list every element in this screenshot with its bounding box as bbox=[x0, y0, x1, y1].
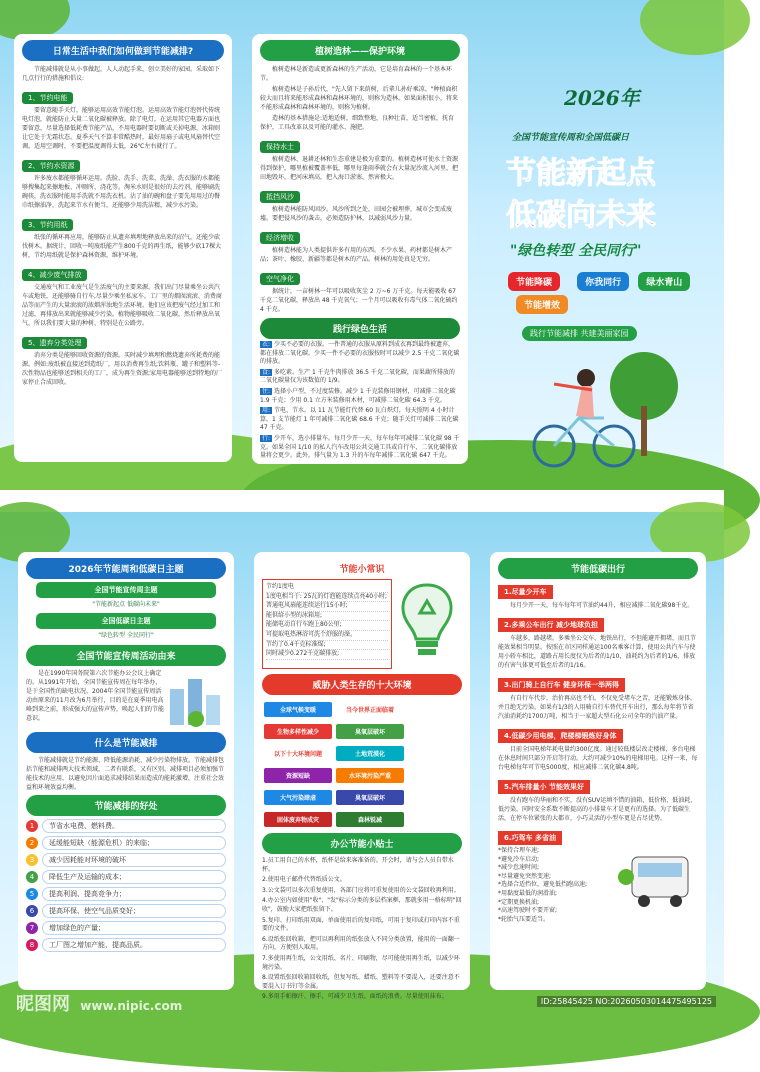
bus-illustration bbox=[618, 847, 698, 917]
benefit-item bbox=[26, 904, 226, 918]
watermark-url: www.nipic.com bbox=[80, 999, 183, 1013]
benefit-item bbox=[26, 853, 226, 867]
cyclist-illustration bbox=[514, 346, 684, 476]
intro-text: 植树造林是新造或更新森林的生产活动，它是培育森林的一个基本环节。 bbox=[260, 66, 453, 82]
week-theme: "节能新起点 低碳向未来" bbox=[92, 601, 160, 608]
benefit-heading: 经济增收 bbox=[260, 232, 300, 244]
office-tip: 1.员工用自己的水杯，纸杯是给来客准备的。开会时，请与会人员自带水杯。 bbox=[262, 857, 454, 873]
green-life-key: 食: bbox=[262, 368, 271, 376]
threats-title: 威胁人类生存的十大环境 bbox=[262, 674, 462, 695]
threat-tag: 大气污染肆虐 bbox=[264, 790, 332, 805]
panel-knowledge bbox=[254, 552, 470, 1001]
cover-motto: 践行节能减排 共建美丽家园 bbox=[522, 326, 637, 341]
origin-block bbox=[26, 669, 226, 729]
cover-title-2: 低碳向未来 bbox=[506, 198, 656, 233]
green-life-item bbox=[260, 341, 460, 367]
benefit-item bbox=[26, 870, 226, 884]
cover-pill: 节能增效 bbox=[516, 295, 568, 314]
drive-block bbox=[498, 847, 698, 924]
green-life-item bbox=[260, 407, 460, 433]
drive-title: 6.巧驾车 多省油 bbox=[498, 831, 562, 845]
tip-line: 节约1度电 bbox=[266, 583, 388, 593]
green-life-item bbox=[260, 388, 460, 405]
tip-line: 可提取电热淋浴可洗个舒服的澡。 bbox=[266, 631, 388, 641]
benefit-number: 3 bbox=[26, 854, 38, 866]
paragraph: 植树造林是子孙后代，"先人留下来荫树，后辈儿孙好乘凉。"种植面积较大而且将来能形成森林和森林环境的，则称为造林。如果面积很小，将来不能形成森林和森林环境的，则称为植树。 bbox=[260, 86, 459, 111]
benefit-item bbox=[26, 921, 226, 935]
benefit-text: 降低生产及运输的成本； bbox=[42, 870, 226, 884]
leaf-decoration bbox=[640, 0, 750, 55]
green-life-text: 少买不必要的衣服。一件普通的衣服从原料到成衣再到最终被遗弃，都在排放二氧化碳。少买一件不必要的衣服按时可以减少 2.5 千克二氧化碳的排放。 bbox=[260, 341, 460, 366]
green-life-key: 行: bbox=[262, 434, 271, 442]
tip-text: 许多废水都能够循环运用。洗脸、洗手、洗菜、洗澡、洗衣服的水都能够搜集起来擦地板、冲厕所、浇花等。淘米水则是很好的去污剂，能够刷洗碗筷，洗衣服时能用手洗就不用洗衣机。沾了油的碗和盘子要先用用过的餐巾纸擦油净，洗起来节水有便当，还能够少用洗洁精，减少水污染。 bbox=[22, 175, 221, 209]
what-text: 节能减排就是节约能源、降低能源消耗、减少污染物排放。节能减排包括节能和减排两大技术领域，二者有联系，又有区别。减排项目必须加强节能技术的应用，以避免因片面追求减排结果而造成的能耗激增，注重社会效益和环境效益均衡。 bbox=[26, 757, 225, 792]
tips-title: 节能小常识 bbox=[339, 565, 385, 575]
green-life-title: 践行绿色生活 bbox=[260, 318, 460, 339]
green-life-text: 多吃素。生产 1 千克牛肉排放 36.5 千克二氧化碳，而果蔬所排放的二氧化碳量仅为该数值的 1/9。 bbox=[260, 368, 455, 385]
panel-energy-saving-tips bbox=[14, 34, 232, 462]
drive-list bbox=[498, 847, 618, 924]
drive-tip: *轮胎气压要适当。 bbox=[498, 915, 550, 923]
benefit-heading: 空气净化 bbox=[260, 273, 300, 285]
green-life-key: 住: bbox=[262, 387, 271, 395]
paragraph: 造林的基本措施是:适地适树，细致整地，良种壮苗，适当密植，抚育保护，工具改革以及可能的灌水、施肥。 bbox=[260, 115, 455, 131]
origin-text: 是在1990年国务院第六次节能办公会议上确定的。从1991年开始，全国节能宣传周在每年举办，是于全国性的缺电状况，2004年全国节能宣传周活动由原来的11月改为6月举行，目的是在夏季用电高峰到来之前，形成强大的宣传声势，唤起人们的节能意识。 bbox=[26, 670, 165, 723]
drive-tip: *保持合理车速; bbox=[498, 847, 540, 854]
week-theme-label: 全国节能宣传周主题 bbox=[36, 582, 216, 598]
office-tip: 8.设置纸张回收箱回收纸，但复写纸、蜡纸、塑料等不要混入，还要注意不要混入订书钉等金属。 bbox=[262, 974, 460, 990]
travel-text: 有自行车代步，治价再高也不怕。不仅免受堵车之苦，还能锻炼身体，并且绝无污染。如果有1/3的人用骑自行车替代开车出行，那么每年将节省汽油消耗约1700万吨，相当于一家超大型石化公司全年的汽油产量。 bbox=[498, 695, 697, 720]
threat-tag: 资源短缺 bbox=[264, 768, 332, 783]
threat-tag: 全球气候变暖 bbox=[264, 702, 332, 717]
travel-heading: 4.低碳少用电梯，爬楼梯锻炼好身体 bbox=[498, 729, 623, 743]
benefit-text: 植树造林能为人类提供许多有用的东西。不少水果、药材都是树木产品；茶叶、橡胶、新疆等都是树木的产品。树林的用处真是无穷。 bbox=[260, 247, 453, 263]
travel-heading: 3.出门骑上自行车 健身环保一举两得 bbox=[498, 678, 625, 692]
benefit-number: 2 bbox=[26, 837, 38, 849]
section-title: 节能低碳出行 bbox=[498, 558, 698, 579]
sheet-gap bbox=[0, 490, 724, 512]
recycle-bulb-icon bbox=[392, 579, 462, 669]
brochure-front-sheet bbox=[0, 0, 724, 490]
benefit-heading: 抵挡风沙 bbox=[260, 191, 300, 203]
benefit-text: 植树造林能防风固沙。风沙所到之处，田园会被埋葬，城市会变成废墟。要把侵风沙的袭击，必须造防护林，以减弱风沙力量。 bbox=[260, 206, 453, 222]
day-theme-label: 全国低碳日主题 bbox=[36, 613, 216, 629]
tip-heading: 5、遗弃分类处理 bbox=[22, 337, 87, 349]
green-life-text: 节电、节水。以 11 瓦节能灯代替 60 瓦白炽灯，每天照明 4 小时计算，1 支节能灯 1 年可减排二氧化碳 68.6 千克；随手关灯可减排二氧化碳 47 千克。 bbox=[260, 407, 459, 432]
threat-tag: 固体废弃物成灾 bbox=[264, 812, 332, 827]
drive-tip: *避免冷车启动; bbox=[498, 855, 540, 863]
drive-tip: *定期更换机油; bbox=[498, 898, 540, 906]
travel-text: 每月少开一天，每车每年可节油约44升，相应减排二氧化碳98千克。 bbox=[510, 602, 694, 609]
section-title: 日常生活中我们如何做到节能减排? bbox=[22, 40, 224, 61]
intro-text: 节能减排就是从小事做起，人人动起手来，创立美好的家园。采取如下几点行行的措施和倡议: bbox=[22, 66, 221, 82]
travel-list bbox=[498, 579, 698, 823]
tip-text: 交通废气和工业废气是生活废气的主要来源。我们出门尽量乘坐公共汽车或地铁，还能够骑自行车,尽量少乘坐私家车。工厂里的烟囱滚滚、消费商品等而产生的大量滚滚的浓烟浑浊地生活环境。他们应该把废气经过加工和过滤，再排放出来就能够减少污染。植物能够吸收二氧化碳，然后释放出氧气，所以我们要大量的种树，特别是在公路旁。 bbox=[22, 284, 222, 327]
travel-heading: 2.多乘公车出行 减少地球负担 bbox=[498, 618, 604, 632]
threat-tag: 森林锐减 bbox=[336, 812, 404, 827]
tip-heading: 3、节约用纸 bbox=[22, 219, 73, 231]
tip-heading: 4、减少废气排放 bbox=[22, 269, 87, 281]
tip-line: 能供给小型的冰箱用; bbox=[266, 612, 388, 622]
tips-list bbox=[22, 85, 224, 387]
day-theme: "绿色转型 全民同行" bbox=[98, 631, 154, 639]
travel-text: 车越多，路越堵。多乘坐公交车、地铁出行，不但能避开拥堵，而且节能效果相当明显。按照在市区同样通运100名乘客计算，使用公共汽车与使用小轿车相比，道路占用长度仅为后者的1/10，油耗约为后者的1/6，排放的有害气体更可低至后者的1/16。 bbox=[498, 635, 697, 669]
threat-tag: 当今世界正面临着 bbox=[336, 702, 404, 717]
benefit-text: 提高环保、使空气品质变好； bbox=[42, 904, 226, 918]
office-list bbox=[262, 857, 462, 1002]
office-title: 办公节能小贴士 bbox=[262, 833, 462, 854]
threat-tag: 水环境污染严重 bbox=[336, 768, 404, 783]
drive-tip: *选择合适挡位，避免低挡跑高速; bbox=[498, 881, 588, 889]
cover-pill: 你我同行 bbox=[577, 272, 629, 291]
threat-tag: 土地荒漠化 bbox=[336, 746, 404, 761]
benefit-text: 工厂图之增加产能、提高品质。 bbox=[42, 938, 226, 952]
section-title: 植树造林——保护环境 bbox=[260, 40, 460, 61]
benefit-number: 4 bbox=[26, 871, 38, 883]
benefit-title: 节能减排的好处 bbox=[26, 795, 226, 816]
office-tip: 6.设纸张回收箱，把可以再利用的纸张放入不同分类放置，能用的一面翻一方向，方便别人取用。 bbox=[262, 935, 460, 952]
green-life-key: 用: bbox=[262, 407, 271, 415]
panel-low-carbon-travel bbox=[490, 552, 706, 990]
cover-title-1: 节能新起点 bbox=[506, 156, 656, 191]
drive-tip: *减少怠速时间; bbox=[498, 864, 540, 872]
tip-text: 纸张的循环再应用，能够防止从遗弃填埋地释放出来的沼气，还能少砍伐树木。据统计，回收一吨废纸能产生800千克的再生纸，能够少砍17棵大树，节约用纸就是保护森林资源，维护环境。 bbox=[22, 234, 222, 259]
benefit-text: 据统计，一亩树林一年可以吸收灰尘 2 万~6 万千克。每天能吸收 67 千克二氧化碳，释放出 48 千克氧气；一个月可以吸收有毒气体二氧化硫约 4 千克。 bbox=[260, 288, 458, 313]
tip-line: 普通电风扇能连续运行15小时; bbox=[266, 602, 388, 612]
green-life-item bbox=[260, 369, 460, 386]
benefit-list bbox=[260, 134, 460, 314]
origin-title: 全国节能宣传周活动由来 bbox=[26, 645, 226, 666]
benefit-text: 增加绿色的产量； bbox=[42, 921, 226, 935]
benefit-text: 提高利润、提高竞争力； bbox=[42, 887, 226, 901]
benefit-text: 延缓能短缺（能源危机）的来临； bbox=[42, 836, 226, 850]
green-life-key: 衣: bbox=[262, 341, 271, 348]
threat-tag: 生物多样性减少 bbox=[264, 724, 332, 739]
tip-line: 同时减少0.272千克碳排放; bbox=[266, 650, 388, 660]
travel-heading: 5.汽车排量小 节能效果好 bbox=[498, 780, 590, 794]
benefit-number: 6 bbox=[26, 905, 38, 917]
tip-text: 要留意随手关灯，能够运用高效节能灯泡。运用高效节能灯泡替代传统电灯泡，就能防止大量二氧化碳被释放。除了电灯，在运用其它电器方面也要留意，尽量选择低耗费节能产品，不用电器时要切断或关掉电源，冰箱则让它处于无霜状态。夏季天气不算非常酷热时，最好用扇子或电风扇替代空调。适用空调时，不要把温度调得太低，26℃左右就行了。 bbox=[22, 107, 221, 150]
threat-grid bbox=[262, 697, 462, 829]
drive-tip: *用黏度最低的润滑油; bbox=[498, 889, 558, 897]
tips-block bbox=[262, 579, 462, 669]
office-tip: 2.使用电子邮件代替纸质公文。 bbox=[262, 876, 346, 884]
benefit-heading: 保持水土 bbox=[260, 141, 300, 153]
tip-line: 能储电动自行车跑上80公里; bbox=[266, 621, 388, 631]
cover-slogan: "绿色转型 全民同行" bbox=[510, 243, 642, 259]
watermark-right: ID:25845425 NO:20260503014475495125 bbox=[537, 996, 716, 1007]
panel-theme bbox=[18, 552, 234, 990]
threat-tag: 臭氧层破坏 bbox=[336, 724, 404, 739]
green-life-item bbox=[260, 435, 460, 461]
cover-subtitle: 全国节能宣传周和全国低碳日 bbox=[512, 133, 630, 143]
office-tip: 7.多使用再生纸，公文用纸、名片、印刷物，尽可能使用再生纸，以减少环境污染。 bbox=[262, 954, 460, 971]
tip-heading: 1、节约电能 bbox=[22, 92, 73, 104]
brochure-inner-sheet bbox=[0, 512, 724, 1015]
watermark-left bbox=[16, 990, 182, 1016]
benefit-text: 节省水电费、燃料费。 bbox=[42, 819, 226, 833]
threat-tag: 以下十大环境问题 bbox=[264, 746, 332, 761]
drive-tip: *尽量避免突然变速; bbox=[498, 872, 552, 880]
city-illustration bbox=[166, 669, 226, 729]
cover-pill: 节能降碳 bbox=[508, 272, 560, 291]
tip-heading: 2、节约水资源 bbox=[22, 160, 80, 172]
benefit-number: 1 bbox=[26, 820, 38, 832]
office-tip: 4.办公室内如使用"收"、"发"标示分类的多层档案框，那就多用一格标明"回收"，鼓励大家把纸张留下。 bbox=[262, 897, 462, 913]
tips-list bbox=[262, 579, 392, 669]
threat-tag: 臭氧层破坏 bbox=[336, 790, 404, 805]
cover bbox=[484, 60, 714, 480]
green-life-text: 选择小户型，不过度装修。减少 1 千克装修用钢材，可减排二氧化碳 1.9 千克；少用 0.1 立方米装修用木材，可减排二氧化碳 64.3 千克。 bbox=[260, 387, 456, 404]
watermark-text: 昵图网 bbox=[16, 994, 70, 1015]
benefit-number: 8 bbox=[26, 939, 38, 951]
cover-year: 2026年 bbox=[564, 86, 640, 110]
office-tip: 9.多用手帕擦汗、擦手，可减少卫生纸、面纸的浪费。尽量使用抹布。 bbox=[262, 993, 448, 1001]
cover-pill-group bbox=[506, 270, 706, 316]
benefit-list bbox=[26, 819, 226, 952]
tip-text: 消弃分类是能够回收资源的资源。买时减少填埋和燃烧遗弃所耗费的能源。例如:废纸被直接送到造纸厂，用以消费再生纸;饮料瓶、罐子和塑料等-次性物品也能够送到相关的工厂，成为再生资源;家用电器能够送到特地的厂家停止合成回收。 bbox=[22, 352, 223, 386]
travel-heading: 1.尽量少开车 bbox=[498, 585, 553, 599]
benefit-number: 5 bbox=[26, 888, 38, 900]
tip-line: 1度电相当于: 25瓦的灯泡能连续点亮40小时; bbox=[266, 593, 388, 603]
panel-afforestation bbox=[252, 34, 468, 464]
tip-line: 节约了0.4千克标准煤; bbox=[266, 641, 388, 651]
section-title: 2026年节能周和低碳日主题 bbox=[26, 558, 226, 579]
travel-text: 没有跑车的华丽和不实，没有SUV运填不惜的油箱，低价格、低油耗、低污染，同时安全系数不断提高的小排量车才是更有的选择。为了低碳生活，在停车位紧张的大都市，小巧灵活的小型车更是占尽优势。 bbox=[498, 797, 697, 822]
drive-tip: *高速驾驶时不要开窗; bbox=[498, 907, 558, 915]
benefit-item bbox=[26, 836, 226, 850]
office-tip: 5.复印、打印纸用双面，单面使用后的复印纸，可用于复印或打印内容不重要的文件。 bbox=[262, 916, 460, 933]
benefit-text: 减少因耗能对环境的破坏 bbox=[42, 853, 226, 867]
benefit-item bbox=[26, 819, 226, 833]
travel-text: 目前全国电梯年耗电量约300亿度。通过较低楼层改走楼梯，多台电梯在休息时间只部分开启等行动，大约可减少10%的电梯用电。这样一来，每台电梯每年可节电5000度，相应减排二氧化碳4.8吨。 bbox=[498, 746, 698, 771]
benefit-text: 植树造林、退耕还林和生态重建是极为重要的。植树造林可使水土资源得到保护，哪里植被覆盖率低，哪里每逢雨季就会有大量泥沙流入河里，把田地毁坏，把河床填高，把入海口淤塞，然害极大。 bbox=[260, 156, 459, 181]
cover-pill: 绿水青山 bbox=[638, 272, 690, 291]
benefit-number: 7 bbox=[26, 922, 38, 934]
what-title: 什么是节能减排 bbox=[26, 732, 226, 753]
benefit-item bbox=[26, 938, 226, 952]
benefit-item bbox=[26, 887, 226, 901]
office-tip: 3.公文袋可以多次重复使用，各部门应将可重复使用的公文袋回收再利用。 bbox=[262, 886, 460, 894]
green-life-text: 少开车，选小排量车。每月少开一天，每车每年可减排二氧化碳 98 千克。如果全国 1/10 的私人汽车改用公共交通工具或自行车，二氧化碳排放量将会更少。此外，排气量为 1.3 升的车每年减排二氧化碳 647 千克。 bbox=[260, 434, 460, 460]
green-life-list bbox=[260, 341, 460, 461]
